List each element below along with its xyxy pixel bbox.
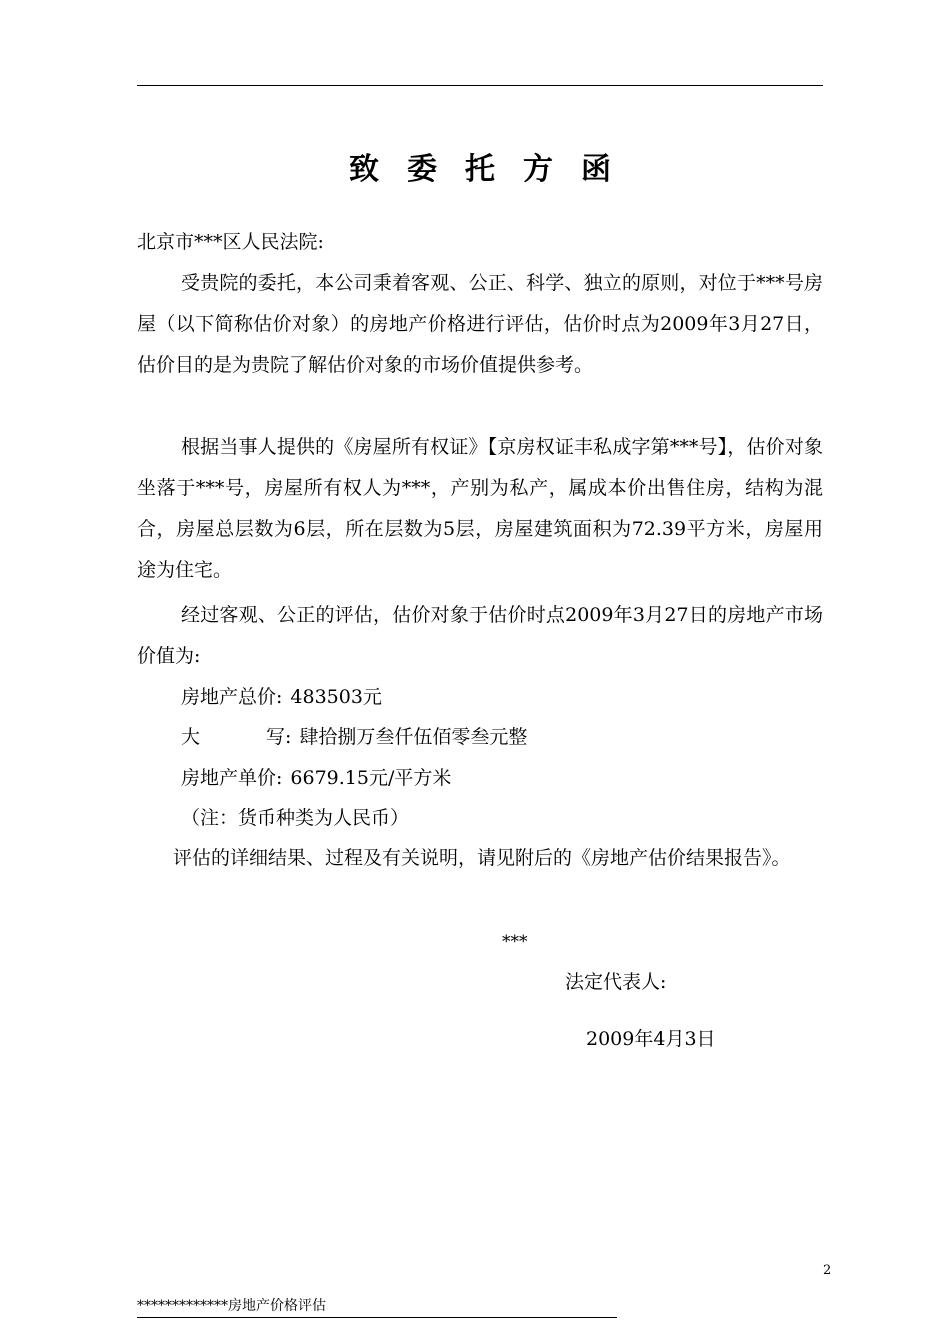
currency-note: （注：货币种类为人民币） bbox=[181, 807, 410, 829]
total-price-label: 房地产总价: bbox=[181, 686, 283, 708]
footer-rule bbox=[137, 1317, 617, 1318]
total-price-line bbox=[181, 677, 382, 718]
paragraph-valuation-intro: 经过客观、公正的评估，估价对象于估价时点2009年3月27日的房地产市场价值为: bbox=[137, 604, 823, 667]
page-number: 2 bbox=[823, 1263, 832, 1278]
paragraph-commission: 受贵院的委托，本公司秉着客观、公正、科学、独立的原则，对位于***号房屋（以下简称估价对象）的房地产价格进行评估，估价时点为2009年3月27日，估价目的是为贵院了解估价对象的市场价值提供参考。 bbox=[137, 272, 823, 376]
footer-company: *************房地产价格评估 bbox=[137, 1298, 326, 1314]
header-rule bbox=[137, 85, 823, 86]
capital-amount-label-left: 大 bbox=[181, 726, 201, 748]
paragraph-report-reference: 评估的详细结果、过程及有关说明，请见附后的《房地产估价结果报告》。 bbox=[173, 847, 791, 869]
capital-amount-label-right: 写: bbox=[266, 726, 292, 748]
capital-amount-value: 肆拾捌万叁仟伍佰零叁元整 bbox=[299, 726, 528, 748]
unit-price-value: 6679.15元/平方米 bbox=[290, 767, 452, 789]
unit-price-label: 房地产单价: bbox=[181, 767, 283, 789]
company-name: *** bbox=[502, 932, 528, 952]
letter-date: 2009年4月3日 bbox=[586, 1028, 716, 1050]
total-price-value: 483503元 bbox=[290, 686, 382, 708]
paragraph-property-details: 根据当事人提供的《房屋所有权证》【京房权证丰私成字第***号】，估价对象坐落于***号，房屋所有权人为***，产别为私产，属成本价出售住房，结构为混合，房屋总层数为6层，所在层数为5层，房屋建筑面积为72.39平方米，房屋用途为住宅。 bbox=[137, 436, 823, 581]
letter-title: 致委托方函 bbox=[349, 152, 639, 187]
capital-amount-line bbox=[181, 717, 527, 758]
legal-representative-label: 法定代表人: bbox=[565, 971, 667, 993]
unit-price-line bbox=[181, 758, 451, 799]
addressee: 北京市***区人民法院: bbox=[137, 231, 324, 253]
